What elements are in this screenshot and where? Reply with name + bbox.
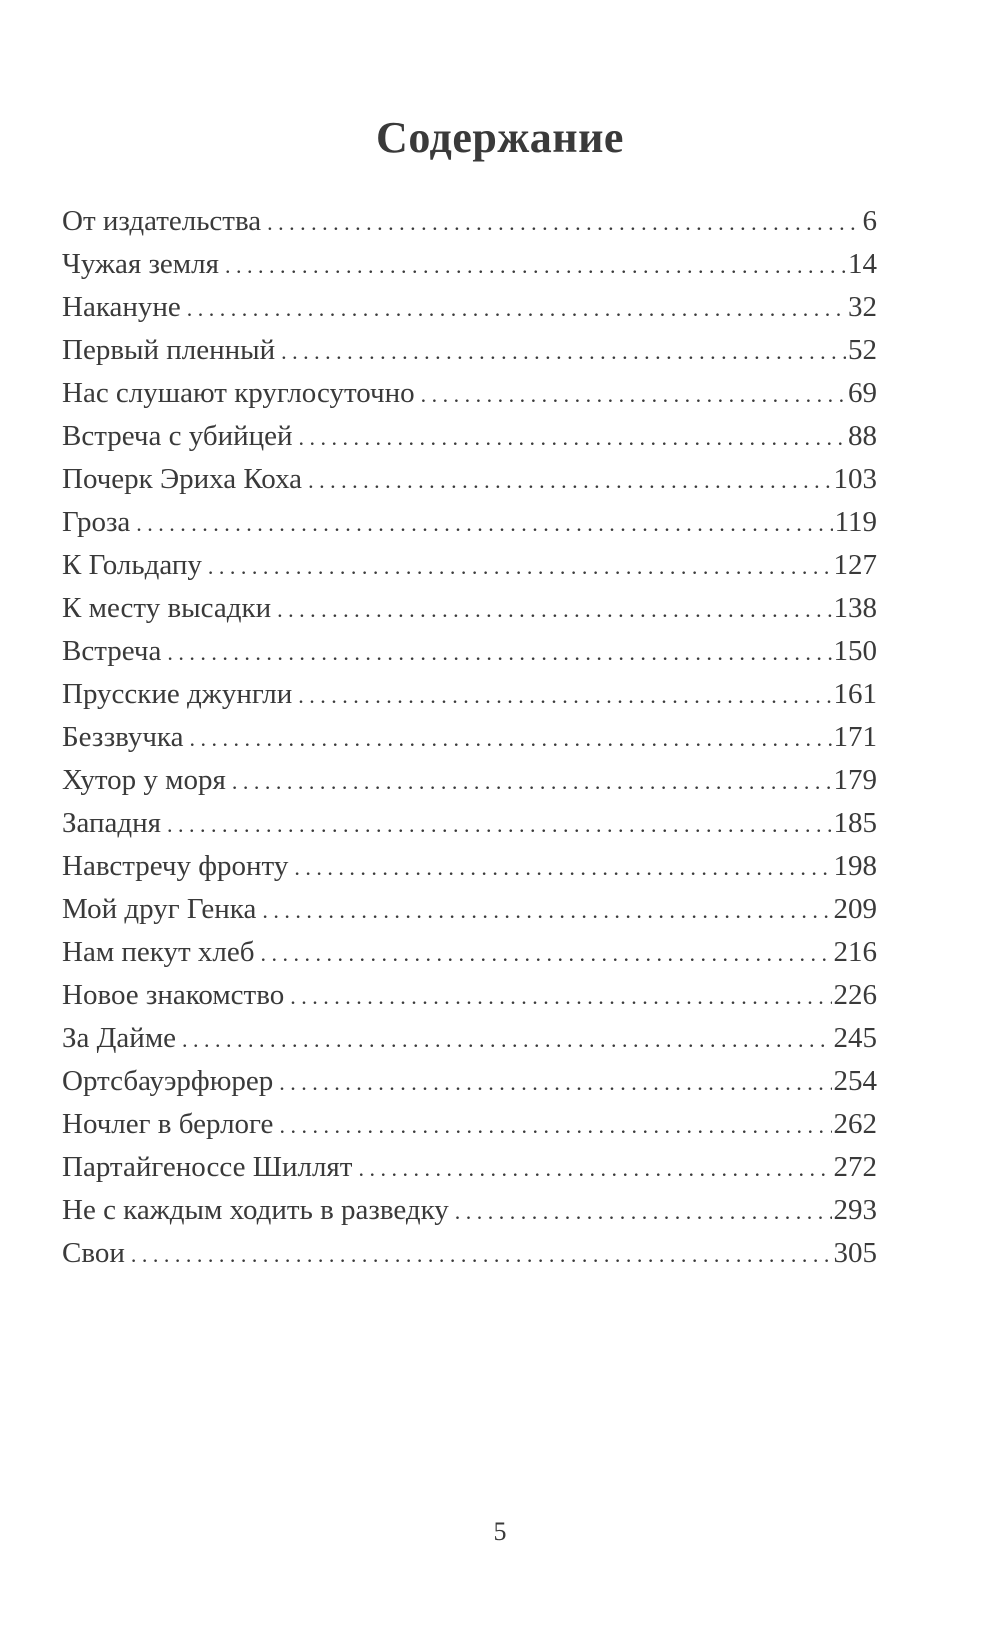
dot-leader [189,717,831,759]
toc-entry-page: 6 [862,205,877,237]
toc-entry-title: Беззвучка [62,721,184,753]
toc-entry-page: 185 [833,807,877,839]
toc-entry [62,1146,877,1189]
toc-entry-page: 14 [848,248,877,280]
toc-entry-title: Прусские джунгли [62,678,293,710]
toc-entry-title: Ортсбауэрфюрер [62,1065,274,1097]
toc-entry-title: От издательства [62,205,262,237]
dot-leader [421,373,846,415]
toc-entry-title: Первый пленный [62,334,276,366]
toc-entry-page: 262 [833,1108,877,1140]
toc-entry [62,243,877,286]
toc-entry-page: 254 [833,1065,877,1097]
toc-entry-page: 179 [833,764,877,796]
toc-entry-title: Новое знакомство [62,979,285,1011]
dot-leader [281,330,846,372]
dot-leader [232,760,832,802]
toc-entry-title: За Дайме [62,1022,177,1054]
toc-entry-page: 138 [833,592,877,624]
toc-entry-title: Свои [62,1237,125,1269]
toc-entry-page: 127 [833,549,877,581]
toc-entry-title: Почерк Эриха Коха [62,463,303,495]
toc-entry-page: 245 [833,1022,877,1054]
toc-entry [62,931,877,974]
toc-entry [62,1232,877,1275]
toc-entry-page: 305 [833,1237,877,1269]
toc-entry [62,673,877,716]
toc-entry-page: 69 [848,377,877,409]
page-number: 5 [493,1517,507,1546]
dot-leader [279,1061,831,1103]
dot-leader [455,1190,832,1232]
dot-leader [187,287,846,329]
dot-leader [225,244,846,286]
toc-entry [62,888,877,931]
table-of-contents [62,200,877,1275]
toc-entry-page: 226 [833,979,877,1011]
toc-entry [62,329,877,372]
toc-entry [62,759,877,802]
toc-entry [62,1060,877,1103]
toc-entry-page: 161 [833,678,877,710]
dot-leader [294,846,831,888]
dot-leader [167,803,831,845]
toc-entry-title: Нам пекут хлеб [62,936,255,968]
toc-entry [62,1103,877,1146]
dot-leader [167,631,831,673]
toc-entry [62,630,877,673]
toc-entry [62,286,877,329]
toc-entry-title: Встреча [62,635,162,667]
dot-leader [298,674,831,716]
toc-entry [62,544,877,587]
toc-entry-title: К месту высадки [62,592,272,624]
toc-entry-page: 171 [833,721,877,753]
toc-entry-title: Ночлег в берлоге [62,1108,274,1140]
toc-entry-title: Партайгеноссе Шиллят [62,1151,353,1183]
toc-entry-title: Чужая земля [62,248,219,280]
dot-leader [136,502,832,544]
dot-leader [182,1018,831,1060]
dot-leader [208,545,832,587]
toc-entry [62,415,877,458]
dot-leader [299,416,846,458]
toc-entry [62,845,877,888]
dot-leader [131,1233,832,1275]
dot-leader [358,1147,831,1189]
toc-entry-title: Накануне [62,291,181,323]
toc-entry [62,372,877,415]
dot-leader [277,588,831,630]
dot-leader [290,975,831,1017]
toc-entry-page: 272 [833,1151,877,1183]
page-title: Содержание [376,113,624,162]
toc-entry-title: Встреча с убийцей [62,420,293,452]
toc-entry-page: 198 [833,850,877,882]
toc-entry-title: Навстречу фронту [62,850,289,882]
toc-entry [62,1189,877,1232]
toc-entry [62,802,877,845]
toc-entry [62,501,877,544]
toc-entry-title: Мой друг Генка [62,893,257,925]
toc-entry [62,587,877,630]
toc-entry-title: Нас слушают круглосуточно [62,377,415,409]
toc-entry-title: Не с каждым ходить в разведку [62,1194,449,1226]
toc-entry [62,974,877,1017]
dot-leader [261,932,832,974]
toc-entry-page: 119 [834,506,877,538]
toc-entry-page: 52 [848,334,877,366]
toc-entry-title: Западня [62,807,162,839]
dot-leader [279,1104,831,1146]
toc-entry [62,458,877,501]
toc-entry-title: Гроза [62,506,131,538]
toc-entry [62,200,877,243]
toc-entry-page: 88 [848,420,877,452]
toc-entry-page: 32 [848,291,877,323]
toc-entry-title: Хутор у моря [62,764,226,796]
toc-entry [62,1017,877,1060]
dot-leader [267,201,860,243]
toc-entry-page: 103 [833,463,877,495]
toc-entry [62,716,877,759]
toc-entry-page: 293 [833,1194,877,1226]
toc-entry-page: 150 [833,635,877,667]
dot-leader [262,889,831,931]
dot-leader [308,459,831,501]
toc-entry-page: 216 [833,936,877,968]
toc-entry-title: К Гольдапу [62,549,202,581]
toc-entry-page: 209 [833,893,877,925]
